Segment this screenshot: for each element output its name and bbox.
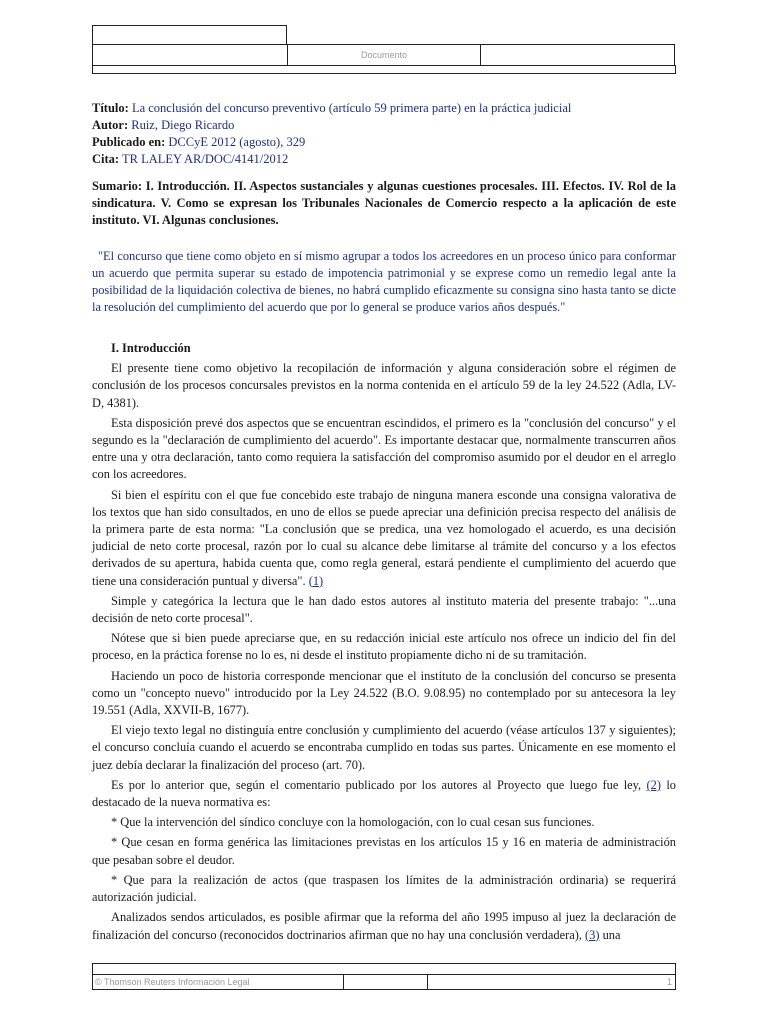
header-box-right	[480, 44, 675, 66]
published-line	[92, 134, 676, 151]
citation-line	[92, 151, 676, 168]
citation-label: Cita:	[92, 152, 120, 166]
header-box-left	[92, 44, 288, 66]
document-body	[92, 340, 676, 947]
footnote-link-2[interactable]: (2)	[646, 777, 661, 792]
document-label: Documento	[360, 50, 408, 60]
paragraph: El viejo texto legal no distinguía entre conclusión y cumplimiento del acuerdo (véase artículos 137 y siguientes); el concurso concluía cuando el acuerdo se encontraba cumplido en todas sus partes. Únicamente en ese momento el juez debía declarar la finalización del proceso (art. 70).	[92, 723, 676, 772]
footer-cell-middle	[343, 974, 428, 990]
section-heading: I. Introducción	[111, 341, 191, 355]
published-value: DCCyE 2012 (agosto), 329	[168, 135, 306, 149]
paragraph: El presente tiene como objetivo la recopilación de información y alguna consideración sobre el régimen de conclusión de los procesos concursales previstos en la norma contenida en el artículo 59 de la ley 24.522 (Adla, LV-D, 4381).	[92, 361, 676, 410]
paragraph: Esta disposición prevé dos aspectos que se encuentran escindidos, el primero es la "conclusión del concurso" y el segundo es la "declaración de cumplimiento del acuerdo". Es importante destacar que, normalmente transcurren años entre una y otra declaración, tanto como requiera la satisfacción del compromiso asumido por el deudor en el arreglo con los acreedores.	[92, 415, 676, 482]
paragraph: Haciendo un poco de historia corresponde mencionar que el instituto de la conclusión del concurso se presenta como un "concepto nuevo" introducido por la Ley 24.522 (B.O. 9.08.95) no contemplado por su antecesora la ley 19.551 (Adla, XXVII-B, 1677).	[92, 668, 676, 718]
document-metadata	[92, 100, 676, 168]
paragraph-text: una	[602, 927, 621, 942]
paragraph: Nótese que si bien puede apreciarse que, en su redacción inicial este artículo nos ofrece un indicio del fin del proceso, en la práctica forense no lo es, ni desde el instituto propiamente dicho ni de su tramitación.	[92, 631, 676, 663]
copyright-text: © Thomson Reuters Información Legal	[95, 977, 250, 987]
author-label: Autor:	[92, 118, 129, 132]
author-value: Ruiz, Diego Ricardo	[131, 118, 235, 132]
paragraph-text: Si bien el espíritu con el que fue concebido este trabajo de ninguna manera esconde una consigna valorativa de los textos que han sido consultados, en uno de ellos se puede apreciar una definición precisa respecto del análisis de la primera parte de esta norma: "La conclusión que se predica, una vez homologado el acuerdo, es una decisión judicial de neto corte procesal, razón por lo cual su alcance debe limitarse al trámite del concurso y a los efectos derivados de su apertura, habida cuenta que, como regla general, estará pendiente el cumplimiento del acuerdo que tiene una consideración puntual y diversa".	[92, 487, 676, 588]
paragraph-text: Es por lo anterior que, según el comentario publicado por los autores al Proyecto que luego fue ley,	[111, 777, 642, 792]
footer-cell-page	[427, 974, 676, 990]
header-bar	[92, 65, 676, 74]
paragraph	[92, 909, 676, 943]
epigraph-text: "El concurso que tiene como objeto en sí mismo agrupar a todos los acreedores en un proceso único para conformar un acuerdo que permita superar su estado de impotencia patrimonial y se exprese como un remedio legal ante la posibilidad de la liquidación colectiva de bienes, no habrá cumplido eficazmente su consigna sino hasta tanto se dicte la resolución del cumplimiento del acuerdo que por lo general se produce varios años después."	[92, 249, 676, 314]
title-line	[92, 100, 676, 117]
title-value: La conclusión del concurso preventivo (artículo 59 primera parte) en la práctica judicial	[131, 101, 572, 115]
page-number: 1	[666, 977, 672, 987]
paragraph-text: Analizados sendos articulados, es posible afirmar que la reforma del año 1995 impuso al juez la declaración de finalización del concurso (reconocidos doctrinarios afirman que no hay una conclusión verdadera),	[92, 910, 676, 942]
list-item: * Que cesan en forma genérica las limitaciones previstas en los artículos 15 y 16 en materia de administración que pesaban sobre el deudor.	[92, 835, 676, 867]
paragraph-text: lo destacado de la nueva normativa es:	[92, 777, 676, 810]
paragraph: Simple y categórica la lectura que le han dado estos autores al instituto materia del presente trabajo: "...una decisión de neto corte procesal".	[92, 593, 676, 626]
author-line	[92, 117, 676, 134]
citation-value: TR LALEY AR/DOC/4141/2012	[121, 152, 289, 166]
list-item: * Que la intervención del síndico concluye con la homologación, con lo cual cesan sus funciones.	[111, 815, 595, 830]
title-label: Título:	[92, 101, 129, 115]
footnote-link-1[interactable]: (1)	[308, 573, 324, 588]
paragraph	[92, 487, 676, 590]
summary: Sumario: I. Introducción. II. Aspectos sustanciales y algunas cuestiones procesales. III. Efectos. IV. Rol de la sindicatura. V. Como se expresan los Tribunales Nacionales de Comercio respecto a la aplicación de este instituto. VI. Algunas conclusiones.	[92, 179, 676, 227]
paragraph	[92, 777, 676, 811]
header-box-document	[287, 44, 481, 66]
list-item: * Que para la realización de actos (que traspasen los límites de la administración ordinaria) se requerirá autorización judicial.	[92, 872, 676, 905]
published-label: Publicado en:	[92, 135, 166, 149]
footnote-link-3[interactable]: (3)	[585, 927, 600, 942]
footer-cell-copyright	[92, 974, 344, 990]
header-box-top	[92, 25, 287, 45]
epigraph-quote	[92, 248, 676, 316]
